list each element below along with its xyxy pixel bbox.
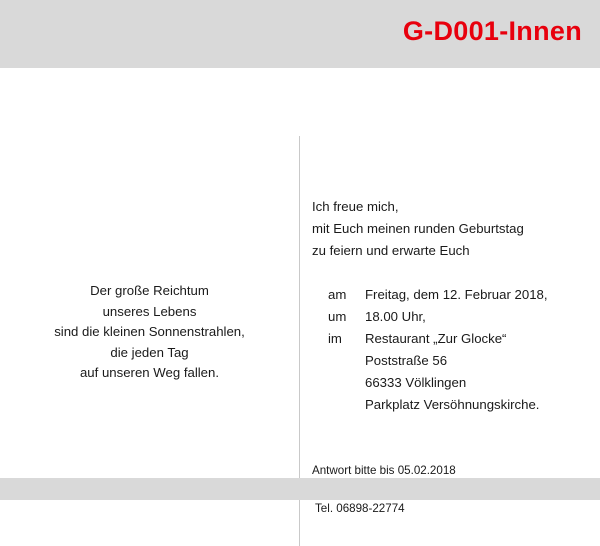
detail-value: Restaurant „Zur Glocke“ (365, 331, 507, 346)
poem-line: unseres Lebens (102, 303, 197, 319)
intro-line: mit Euch meinen runden Geburtstag (312, 221, 524, 236)
detail-label: im (328, 331, 342, 346)
poem-line: Der große Reichtum (90, 283, 209, 298)
header-bar (0, 0, 600, 68)
poem-block (0, 281, 299, 384)
rsvp-line: Antwort bitte bis 05.02.2018 (312, 464, 456, 477)
intro-line: zu feiern und erwarte Euch (312, 243, 470, 258)
detail-row (328, 306, 548, 328)
detail-row (328, 284, 548, 306)
poem-line: sind die kleinen Sonnenstrahlen, (54, 324, 245, 339)
detail-label: am (328, 287, 347, 302)
detail-value: Poststraße 56 (365, 353, 448, 368)
intro-line: Ich freue mich, (312, 199, 399, 214)
page-title: G-D001-Innen (402, 16, 582, 46)
detail-row (328, 328, 548, 350)
invitation-intro (312, 196, 524, 262)
greeting-card-inner (0, 68, 600, 515)
detail-value: 66333 Völklingen (365, 375, 467, 390)
footer-bar (0, 478, 600, 500)
rsvp-line: Tel. 06898-22774 (315, 502, 405, 515)
detail-value: Freitag, dem 12. Februar 2018, (365, 287, 548, 302)
poem-line: auf unseren Weg fallen. (79, 365, 220, 380)
poem-line: die jeden Tag (110, 344, 189, 360)
detail-value: 18.00 Uhr, (365, 309, 426, 324)
detail-value: Parkplatz Versöhnungskirche. (365, 397, 540, 412)
event-details (328, 284, 548, 416)
detail-label: um (328, 309, 347, 324)
